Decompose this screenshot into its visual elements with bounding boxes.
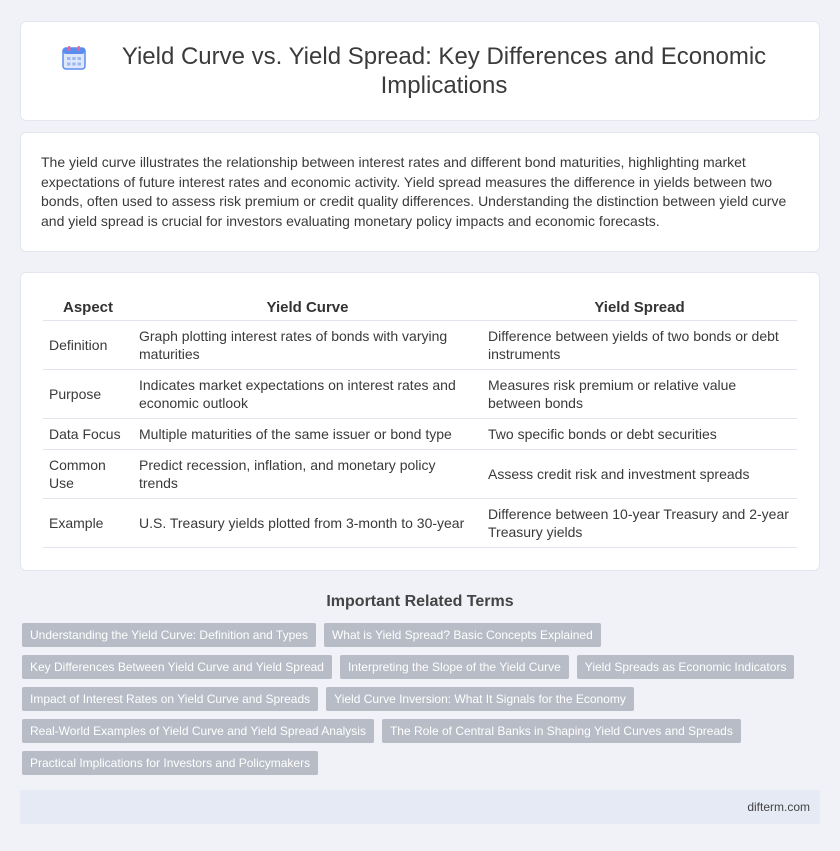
title-wrap (61, 42, 779, 100)
table-row (43, 370, 797, 419)
related-term-link[interactable]: Interpreting the Slope of the Yield Curve (340, 655, 569, 679)
footer-site[interactable]: difterm.com (747, 800, 810, 814)
related-term-link[interactable]: What is Yield Spread? Basic Concepts Explained (324, 623, 601, 647)
table-cell: Measures risk premium or relative value between bonds (482, 370, 797, 419)
table-cell: U.S. Treasury yields plotted from 3-month to 30-year (133, 499, 482, 548)
table-cell: Graph plotting interest rates of bonds with varying maturities (133, 321, 482, 370)
related-term-link[interactable]: Practical Implications for Investors and Policymakers (22, 751, 318, 775)
related-term-link[interactable]: Real-World Examples of Yield Curve and Yield Spread Analysis (22, 719, 374, 743)
related-term-link[interactable]: Impact of Interest Rates on Yield Curve and Spreads (22, 687, 318, 711)
related-terms-list (0, 623, 840, 775)
header-yield-curve: Yield Curve (133, 293, 482, 321)
related-term-link[interactable]: Understanding the Yield Curve: Definition and Types (22, 623, 316, 647)
header-aspect: Aspect (43, 293, 133, 321)
intro-paragraph: The yield curve illustrates the relationship between interest rates and different bond maturities, highlighting market expectations of future interest rates and economic activity. Yield spread measures the difference in yields between two bonds, often used to assess risk premium or credit quality differences. Understanding the distinction between yield curve and yield spread is crucial for investors evaluating monetary policy impacts and economic forecasts. (41, 154, 787, 229)
table-header-row (43, 293, 797, 321)
intro-card (20, 132, 820, 252)
related-terms-title: Important Related Terms (326, 593, 514, 610)
table-cell: Difference between yields of two bonds or debt instruments (482, 321, 797, 370)
comparison-table-card (20, 272, 820, 571)
table-cell: Two specific bonds or debt securities (482, 419, 797, 450)
table-cell: Data Focus (43, 419, 133, 450)
table-cell: Predict recession, inflation, and monetary policy trends (133, 450, 482, 499)
table-row (43, 499, 797, 548)
header-yield-spread: Yield Spread (482, 293, 797, 321)
table-cell: Difference between 10-year Treasury and 2-year Treasury yields (482, 499, 797, 548)
related-term-link[interactable]: Yield Curve Inversion: What It Signals for the Economy (326, 687, 634, 711)
table-cell: Common Use (43, 450, 133, 499)
comparison-table (43, 293, 797, 548)
calendar-document-icon (61, 45, 87, 71)
table-cell: Multiple maturities of the same issuer or bond type (133, 419, 482, 450)
related-term-link[interactable]: Key Differences Between Yield Curve and Yield Spread (22, 655, 332, 679)
page-title: Yield Curve vs. Yield Spread: Key Differences and Economic Implications (121, 43, 767, 99)
table-row (43, 450, 797, 499)
related-term-link[interactable]: Yield Spreads as Economic Indicators (577, 655, 795, 679)
footer (20, 790, 820, 824)
table-cell: Purpose (43, 370, 133, 419)
table-row (43, 321, 797, 370)
table-cell: Indicates market expectations on interest rates and economic outlook (133, 370, 482, 419)
table-cell: Assess credit risk and investment spreads (482, 450, 797, 499)
related-term-link[interactable]: The Role of Central Banks in Shaping Yield Curves and Spreads (382, 719, 741, 743)
title-card (20, 21, 820, 121)
table-cell: Example (43, 499, 133, 548)
table-cell: Definition (43, 321, 133, 370)
table-row (43, 419, 797, 450)
